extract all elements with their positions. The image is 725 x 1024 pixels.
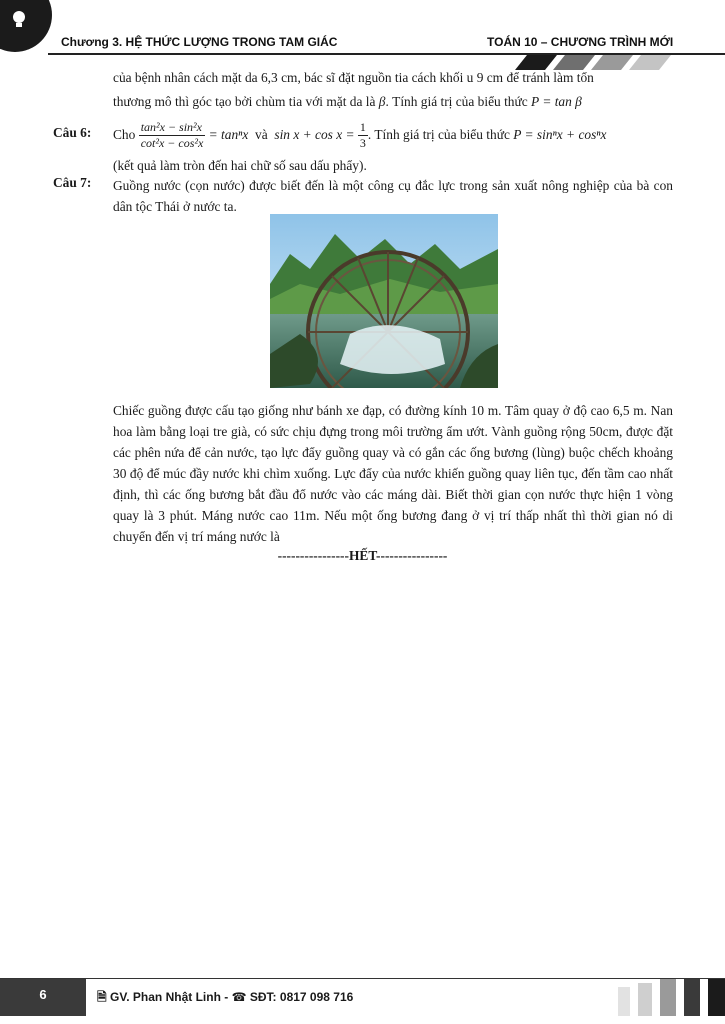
phone-icon: ☎ [231,990,247,1004]
fraction-numerator: 1 [359,120,366,135]
math-value: 6,3 [260,70,278,85]
math-value: 9 [476,70,484,85]
text: của bệnh nhân cách mặt da [113,70,261,85]
question-6-statement [113,113,693,157]
program-title: TOÁN 10 – CHƯƠNG TRÌNH MỚI [487,35,674,49]
text: Cho [113,127,136,142]
teacher-name: GV. Phan Nhật Linh [110,990,221,1004]
logo-circle [0,0,52,52]
question-7-intro: Guồng nước (cọn nước) được biết đến là một công cụ đắc lực trong sản xuất nông nghiệp của bà con dân tộc Thái ở nước ta. [113,178,673,214]
continued-line-1 [113,67,673,88]
end-mark: ----------------HẾT---------------- [277,548,448,563]
text: cm để tránh làm tổn [483,70,594,85]
fraction-2 [358,120,368,151]
chapter-title: Chương 3. HỆ THỨC LƯỢNG TRONG TAM GIÁC [61,35,338,49]
fraction-1 [139,120,206,151]
math-expression: sin x + cos x = [274,127,355,142]
document-icon: 🗎 [97,990,107,1004]
text: thương mô thì góc tạo bởi chùm tia với mặt da là [113,94,379,109]
question-6-note: (kết quả làm tròn đến hai chữ số sau dấu phẩy). [113,158,367,173]
math-expression: = tanⁿx [208,127,249,142]
phone-number: SĐT: 0817 098 716 [249,990,354,1004]
water-wheel-photo [270,214,498,388]
question-6-label: Câu 6: [53,125,92,140]
text: và [255,127,268,142]
text: cm, bác sĩ đặt nguồn tia cách khối u [277,70,477,85]
footer-rule [0,978,725,979]
question-7-label: Câu 7: [53,175,92,190]
fraction-denominator: cot²x − cos²x [140,136,204,151]
math-expression: P = tan β [531,94,582,109]
text: . Tính giá trị của biểu thức [367,127,514,142]
continued-line-2 [113,91,673,112]
footer-bars-decoration [618,979,725,1016]
footer-credits [97,988,353,1009]
question-7-body: Chiếc guồng được cấu tạo giống như bánh xe đạp, có đường kính 10 m. Tâm quay ở độ cao 6,5 m. Nan hoa làm bằng loại tre già, có sức chịu đựng trong môi trường ẩm ướt. Vành guồng rộng 50cm, được đặt các phên nứa để cản nước, tạo lực đẩy guồng quay và có gắn các ống bương (lùng) buộc chếch khoảng 30 độ để múc đầy nước khi chìm xuống. Lực đẩy của nước khiến guồng quay liên tục, đến tầm cao nhất định, thì các ống bương bắt đầu đổ nước vào các máng dài. Biết thời gian cọn nước thực hiện 1 vòng quay là 3 phút. Máng nước cao 11m. Nếu một ống bương đang ở vị trí thấp nhất thì thời gian nó di chuyển đến vị trí máng nước là [113,403,673,544]
page-number: 6 [39,987,47,1002]
math-expression: P = sinⁿx + cosⁿx [513,127,607,142]
lightbulb-icon [8,8,30,30]
separator: - [224,990,229,1004]
math-beta: β [378,94,386,109]
text: . Tính giá trị của biểu thức [385,94,532,109]
fraction-numerator: tan²x − sin²x [139,120,206,136]
fraction-denominator: 3 [359,136,366,151]
